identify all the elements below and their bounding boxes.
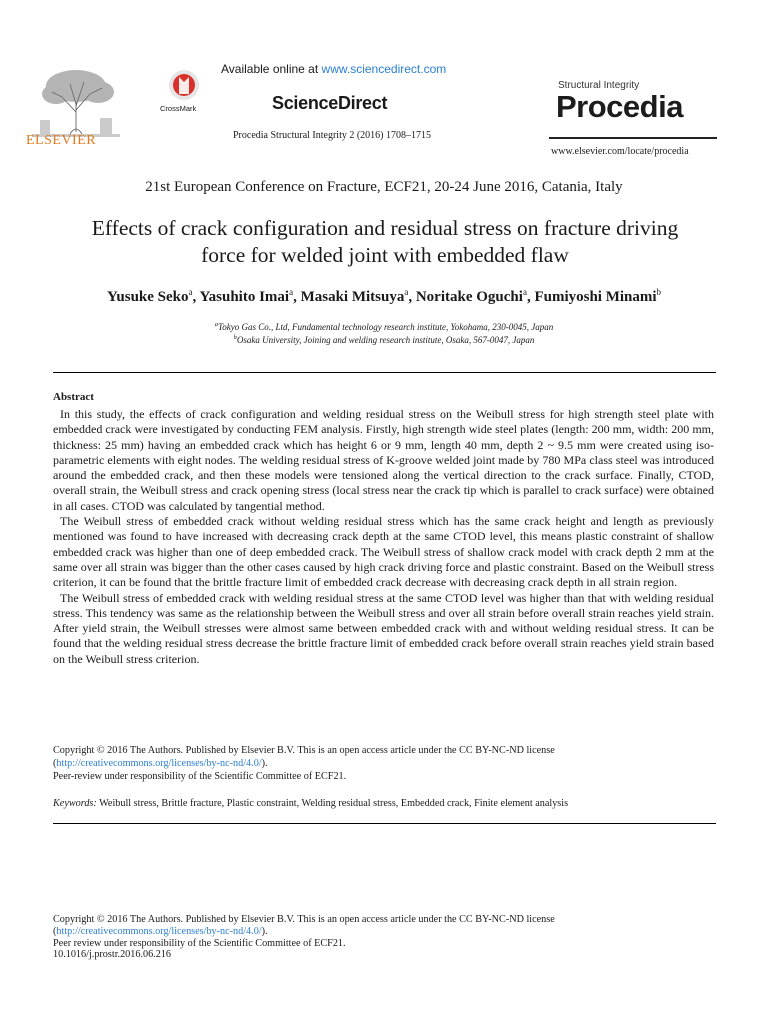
affiliation-text: Osaka University, Joining and welding research institute, Osaka, 567-0047, Japan xyxy=(236,335,535,345)
footer-copyright-line: Copyright © 2016 The Authors. Published by Elsevier B.V. This is an open access article under the CC BY-NC-ND license xyxy=(53,914,555,925)
footer-peer-review-line: Peer review under responsibility of the Scientific Committee of ECF21. xyxy=(53,937,346,949)
author-affil-mark: a xyxy=(404,287,409,297)
paper-title xyxy=(40,215,730,269)
copyright-notice xyxy=(53,744,715,783)
author-separator: , xyxy=(293,289,301,305)
keywords-bottom-rule xyxy=(53,823,716,824)
sciencedirect-wordmark: ScienceDirect xyxy=(272,93,388,113)
license-link[interactable]: http://creativecommons.org/licenses/by-nc-nd/4.0/ xyxy=(56,758,262,769)
affiliation-mark: a xyxy=(214,321,219,328)
author: Masaki Mitsuya xyxy=(300,289,405,305)
author: Yasuhito Imai xyxy=(199,289,290,305)
footer-notice xyxy=(53,914,715,961)
author: Yusuke Seko xyxy=(106,289,189,305)
doi[interactable]: 10.1016/j.prostr.2016.06.216 xyxy=(53,949,172,961)
author-separator: , xyxy=(526,289,535,305)
affiliation-mark: b xyxy=(233,334,237,341)
journal-name: Procedia xyxy=(556,89,683,124)
crossmark-icon[interactable] xyxy=(168,69,200,101)
paren-open: ( xyxy=(53,925,57,937)
journal-series: Structural Integrity xyxy=(558,80,640,91)
publisher-name: ELSEVIER xyxy=(26,133,97,148)
paren-open: ( xyxy=(53,758,57,769)
author-list xyxy=(0,287,768,306)
author-affil-mark: b xyxy=(656,287,662,297)
author-affil-mark: a xyxy=(188,287,193,297)
journal-reference: Procedia Structural Integrity 2 (2016) 1708–1715 xyxy=(233,130,432,141)
author-affil-mark: a xyxy=(522,287,527,297)
journal-url[interactable]: www.elsevier.com/locate/procedia xyxy=(551,146,689,157)
title-line-2: force for welded joint with embedded flaw xyxy=(201,243,569,267)
footer-license-link[interactable]: http://creativecommons.org/licenses/by-nc-nd/4.0/ xyxy=(56,925,262,937)
sciencedirect-link[interactable]: www.sciencedirect.com xyxy=(321,62,447,76)
keywords xyxy=(53,798,715,809)
abstract-paragraph: The Weibull stress of embedded crack with welding residual stress at the same CTOD level was higher than that with welding residual stress. This tendency was same as the relationship between the Weibull stress and over all strain before overall strain reaches yield strain. After yield strain, the Weibull stresses were almost same between embedded crack with and without welding residual stress. It can be found that the welding residual stress decrease the brittle fracture limit of embedded crack before overall strain reaches yield strain based on the Weibull stress criterion. xyxy=(53,590,714,666)
author: Noritake Oguchi xyxy=(415,289,523,305)
keywords-label: Keywords: xyxy=(53,798,97,809)
author-affil-mark: a xyxy=(289,287,294,297)
author-separator: , xyxy=(192,289,200,305)
keywords-text: Weibull stress, Brittle fracture, Plastic constraint, Welding residual stress, Embedded crack, Finite element analysis xyxy=(96,798,569,809)
copyright-line: Copyright © 2016 The Authors. Published by Elsevier B.V. This is an open access article under the CC BY-NC-ND license xyxy=(53,745,555,756)
abstract-body xyxy=(53,407,714,667)
affiliation-b xyxy=(0,334,768,345)
abstract-heading: Abstract xyxy=(53,391,94,403)
available-prefix: Available online at xyxy=(221,62,322,76)
peer-review-line: Peer-review under responsibility of the Scientific Committee of ECF21. xyxy=(53,771,347,782)
author: Fumiyoshi Minami xyxy=(534,289,657,305)
conference-line: 21st European Conference on Fracture, ECF21, 20-24 June 2016, Catania, Italy xyxy=(145,179,623,195)
paren-close: ). xyxy=(261,925,268,937)
abstract-paragraph: The Weibull stress of embedded crack without welding residual stress which has the same crack height and length as previously mentioned was found to have increased with decreasing crack depth at the same CTOD level, this means plastic constraint of shallow embedded crack was higher than one of deep embedded crack. The Weibull stress of shallow crack model with crack depth 2 mm at the same over all strain was bigger than the other cases caused by high crack driving force and plastic constraint. Based on the Weibull stress criterion, it can be found that the brittle fracture limit of embedded crack decrease with decreasing crack depth in all strain region. xyxy=(53,514,714,590)
header-divider xyxy=(549,137,717,139)
affiliation-text: Tokyo Gas Co., Ltd, Fundamental technology research institute, Yokohama, 230-0045, Japan xyxy=(218,322,554,332)
title-line-1: Effects of crack configuration and residual stress on fracture driving xyxy=(91,216,679,240)
affiliation-a xyxy=(0,321,768,332)
abstract-top-rule xyxy=(53,372,716,373)
abstract-paragraph: In this study, the effects of crack configuration and welding residual stress on the Weibull stress for high strength steel plate with embedded crack were investigated by conducting FEM analysis. Firstly, high strength wide steel plates (length: 200 mm, width: 200 mm, thickness: 25 mm) having an embedded crack which has height 6 or 9 mm, length 40 mm, depth 2 ~ 9.5 mm were created using iso-parametric elements with eight nodes. The welding residual stress of K-groove welded joint made by 780 MPa class steel was introduced around the embedded crack, and then these models were tensioned along the vertical direction to the crack surface. Finally, CTOD, overall strain, the Weibull stress and crack opening stress (local stress near the crack tip which is parallel to crack surface) were obtained in all cases. CTOD was calculated by tangential method. xyxy=(53,407,714,513)
author-separator: , xyxy=(408,289,416,305)
paren-close: ). xyxy=(261,758,268,769)
license-line xyxy=(53,757,715,770)
available-online xyxy=(221,62,446,76)
crossmark-label: CrossMark xyxy=(160,104,197,113)
footer-license-line xyxy=(53,926,715,938)
